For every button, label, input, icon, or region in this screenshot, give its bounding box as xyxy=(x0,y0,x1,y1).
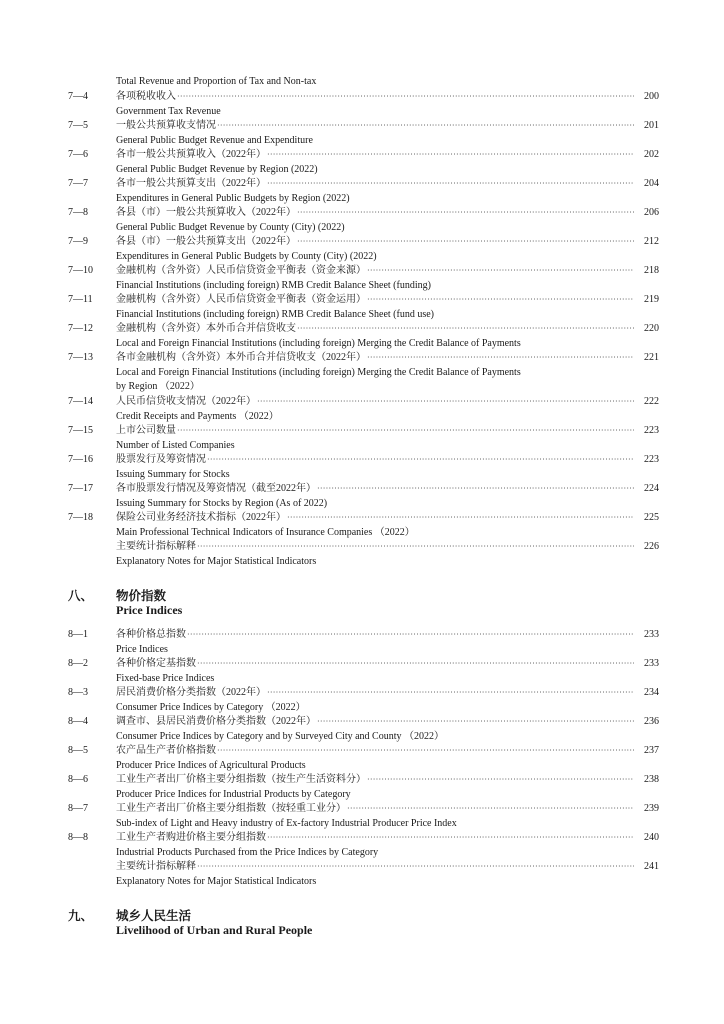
entry-title-zh: 各市一般公共预算收入（2022年） xyxy=(116,149,266,160)
entry-page-number: 233 xyxy=(644,629,659,640)
entry-number: 7—14 xyxy=(68,396,93,407)
entry-title-en xyxy=(116,497,676,512)
section-title-en: Price Indices xyxy=(116,603,183,617)
entry-title-zh: 工业生产者出厂价格主要分组指数（按生产生活资料分） xyxy=(116,774,366,785)
entry-page-number: 201 xyxy=(644,120,659,131)
entry-title-zh: 主要统计指标解释 xyxy=(116,541,196,552)
entry-line xyxy=(116,177,659,192)
entry-title-en xyxy=(116,163,676,178)
entry-title-zh: 各县（市）一般公共预算收入（2022年） xyxy=(116,207,296,218)
entry-line xyxy=(116,540,659,555)
entry-title-en xyxy=(116,875,676,890)
entry-title-en-line: Financial Institutions (including foreign) RMB Credit Balance Sheet (funding) xyxy=(116,279,431,291)
dot-leader xyxy=(217,744,634,759)
section-title-zh: 物价指数 xyxy=(116,589,167,603)
entry-page-number: 233 xyxy=(644,658,659,669)
entry-title-en xyxy=(116,846,676,861)
entry-line xyxy=(116,235,659,250)
entry-title-en xyxy=(116,366,676,395)
entry-number: 7—18 xyxy=(68,512,93,523)
entry-title-en-line: Issuing Summary for Stocks xyxy=(116,468,230,480)
dot-leader xyxy=(287,511,634,526)
entry-title-en xyxy=(116,337,676,352)
entry-title-en-line: Financial Institutions (including foreign) RMB Credit Balance Sheet (fund use) xyxy=(116,308,434,320)
entry-line xyxy=(116,715,659,730)
dot-leader xyxy=(367,293,634,308)
section-number: 八、 xyxy=(68,589,94,603)
entry-line xyxy=(116,293,659,308)
toc-continuation-text: Total Revenue and Proportion of Tax and Non-tax xyxy=(116,76,317,87)
dot-leader xyxy=(367,351,634,366)
entry-page-number: 218 xyxy=(644,265,659,276)
entry-line xyxy=(116,395,659,410)
dot-leader xyxy=(187,628,634,643)
entry-page-number: 238 xyxy=(644,774,659,785)
entry-line xyxy=(116,206,659,221)
dot-leader xyxy=(177,424,634,439)
entry-title-en-line: Number of Listed Companies xyxy=(116,439,235,451)
dot-leader xyxy=(297,235,634,250)
entry-title-en-line: by Region （2022） xyxy=(116,381,200,392)
entry-title-en-line: Credit Receipts and Payments （2022） xyxy=(116,410,279,422)
entry-line xyxy=(116,90,659,105)
entry-number: 8—8 xyxy=(68,832,88,843)
entry-page-number: 226 xyxy=(644,541,659,552)
entry-number: 8—3 xyxy=(68,687,88,698)
entry-page-number: 239 xyxy=(644,803,659,814)
dot-leader xyxy=(267,686,634,701)
dot-leader xyxy=(207,453,634,468)
entry-title-en-line: Explanatory Notes for Major Statistical Indicators xyxy=(116,555,317,567)
entry-title-en xyxy=(116,410,676,425)
entry-page-number: 241 xyxy=(644,861,659,872)
entry-title-zh: 各种价格总指数 xyxy=(116,629,186,640)
entry-title-en xyxy=(116,308,676,323)
entry-title-en-line: Producer Price Indices of Agricultural Products xyxy=(116,759,306,771)
entry-number: 7—17 xyxy=(68,483,93,494)
entry-title-en xyxy=(116,730,676,745)
entry-title-zh: 上市公司数量 xyxy=(116,425,176,436)
entry-title-zh: 主要统计指标解释 xyxy=(116,861,196,872)
entry-title-zh: 各市股票发行情况及筹资情况（截至2022年） xyxy=(116,483,316,494)
entry-title-en xyxy=(116,701,676,716)
entry-line xyxy=(116,424,659,439)
entry-line xyxy=(116,119,659,134)
dot-leader xyxy=(217,119,634,134)
entry-title-zh: 各县（市）一般公共预算支出（2022年） xyxy=(116,236,296,247)
entry-title-en xyxy=(116,221,676,236)
entry-title-en xyxy=(116,279,676,294)
entry-line xyxy=(116,482,659,497)
entry-page-number: 206 xyxy=(644,207,659,218)
entry-number: 7—11 xyxy=(68,294,93,305)
entry-title-en xyxy=(116,526,676,541)
entry-title-zh: 工业生产者购进价格主要分组指数 xyxy=(116,832,266,843)
entry-title-en-line: Government Tax Revenue xyxy=(116,105,221,117)
dot-leader xyxy=(317,715,634,730)
entry-page-number: 221 xyxy=(644,352,659,363)
entry-number: 8—7 xyxy=(68,803,88,814)
entry-title-en-line: Expenditures in General Public Budgets by County (City) (2022) xyxy=(116,250,377,262)
entry-line xyxy=(116,657,659,672)
entry-title-en xyxy=(116,817,676,832)
entry-title-en-line: Producer Price Indices for Industrial Products by Category xyxy=(116,788,351,800)
entry-title-zh: 调查市、县居民消费价格分类指数（2022年） xyxy=(116,716,316,727)
entry-number: 7—8 xyxy=(68,207,88,218)
entry-line xyxy=(116,773,659,788)
entry-page-number: 236 xyxy=(644,716,659,727)
entry-title-en-line: Consumer Price Indices by Category （2022） xyxy=(116,701,306,713)
entry-title-zh: 保险公司业务经济技术指标（2022年） xyxy=(116,512,286,523)
entry-number: 7—15 xyxy=(68,425,93,436)
entry-title-zh: 股票发行及筹资情况 xyxy=(116,454,206,465)
section-title-zh: 城乡人民生活 xyxy=(116,909,192,923)
entry-title-zh: 金融机构（含外资）人民币信贷资金平衡表（资金来源） xyxy=(116,265,366,276)
entry-line xyxy=(116,351,659,366)
entry-number: 7—12 xyxy=(68,323,93,334)
entry-number: 7—4 xyxy=(68,91,88,102)
entry-title-en-line: General Public Budget Revenue by Region (2022) xyxy=(116,163,318,175)
entry-page-number: 237 xyxy=(644,745,659,756)
entry-title-zh: 各市金融机构（含外资）本外币合并信贷收支（2022年） xyxy=(116,352,366,363)
entry-line xyxy=(116,802,659,817)
entry-line xyxy=(116,686,659,701)
entry-page-number: 224 xyxy=(644,483,659,494)
entry-title-en-line: Fixed-base Price Indices xyxy=(116,672,215,684)
entry-line xyxy=(116,453,659,468)
entry-line xyxy=(116,831,659,846)
entry-number: 7—13 xyxy=(68,352,93,363)
entry-title-en-line: Explanatory Notes for Major Statistical Indicators xyxy=(116,875,317,887)
entry-title-en-line: Local and Foreign Financial Institutions (including foreign) Merging the Credit Balance of Payments xyxy=(116,337,521,349)
dot-leader xyxy=(317,482,634,497)
entry-number: 7—16 xyxy=(68,454,93,465)
entry-line xyxy=(116,511,659,526)
entry-title-en-line: Consumer Price Indices by Category and by Surveyed City and County （2022） xyxy=(116,730,445,742)
entry-line xyxy=(116,744,659,759)
dot-leader xyxy=(367,264,634,279)
entry-title-zh: 工业生产者出厂价格主要分组指数（按轻重工业分） xyxy=(116,803,346,814)
entry-page-number: 222 xyxy=(644,396,659,407)
entry-line xyxy=(116,628,659,643)
dot-leader xyxy=(267,831,634,846)
entry-title-en-line: Expenditures in General Public Budgets by Region (2022) xyxy=(116,192,350,204)
entry-title-en-line: Industrial Products Purchased from the Price Indices by Category xyxy=(116,846,379,858)
entry-title-en-line: General Public Budget Revenue and Expenditure xyxy=(116,134,313,146)
entry-number: 7—9 xyxy=(68,236,88,247)
entry-line xyxy=(116,860,659,875)
entry-title-zh: 各项税收收入 xyxy=(116,91,176,102)
entry-title-zh: 各市一般公共预算支出（2022年） xyxy=(116,178,266,189)
entry-title-en-line: Price Indices xyxy=(116,643,168,655)
entry-title-en xyxy=(116,439,676,454)
entry-title-en-line: General Public Budget Revenue by County (City) (2022) xyxy=(116,221,345,233)
dot-leader xyxy=(297,322,634,337)
entry-line xyxy=(116,148,659,163)
entry-title-zh: 金融机构（含外资）本外币合并信贷收支 xyxy=(116,323,296,334)
entry-number: 8—6 xyxy=(68,774,88,785)
entry-number: 7—5 xyxy=(68,120,88,131)
entry-page-number: 240 xyxy=(644,832,659,843)
entry-title-zh: 农产品生产者价格指数 xyxy=(116,745,216,756)
entry-number: 7—6 xyxy=(68,149,88,160)
entry-title-en-line: Issuing Summary for Stocks by Region (As of 2022) xyxy=(116,497,328,509)
dot-leader xyxy=(367,773,634,788)
entry-page-number: 223 xyxy=(644,425,659,436)
entry-title-en xyxy=(116,759,676,774)
entry-page-number: 202 xyxy=(644,149,659,160)
entry-page-number: 225 xyxy=(644,512,659,523)
entry-title-zh: 居民消费价格分类指数（2022年） xyxy=(116,687,266,698)
dot-leader xyxy=(257,395,634,410)
entry-page-number: 234 xyxy=(644,687,659,698)
entry-page-number: 219 xyxy=(644,294,659,305)
entry-title-en xyxy=(116,555,676,570)
entry-line xyxy=(116,322,659,337)
dot-leader xyxy=(267,177,634,192)
section-number: 九、 xyxy=(68,909,94,923)
dot-leader xyxy=(197,657,634,672)
dot-leader xyxy=(267,148,634,163)
entry-title-zh: 一般公共预算收支情况 xyxy=(116,120,216,131)
entry-page-number: 204 xyxy=(644,178,659,189)
entry-number: 8—1 xyxy=(68,629,88,640)
entry-title-en xyxy=(116,468,676,483)
entry-title-en-line: Local and Foreign Financial Institutions (including foreign) Merging the Credit Balance of Payments xyxy=(116,366,521,378)
entry-number: 7—7 xyxy=(68,178,88,189)
dot-leader xyxy=(347,802,634,817)
entry-page-number: 200 xyxy=(644,91,659,102)
entry-title-en xyxy=(116,788,676,803)
entry-title-zh: 人民币信贷收支情况（2022年） xyxy=(116,396,256,407)
entry-title-en xyxy=(116,250,676,265)
entry-page-number: 212 xyxy=(644,236,659,247)
dot-leader xyxy=(297,206,634,221)
entry-title-en xyxy=(116,643,676,658)
entry-title-en xyxy=(116,672,676,687)
entry-title-en xyxy=(116,105,676,120)
entry-title-en xyxy=(116,192,676,207)
dot-leader xyxy=(197,860,634,875)
entry-number: 8—5 xyxy=(68,745,88,756)
dot-leader xyxy=(197,540,634,555)
entry-number: 7—10 xyxy=(68,265,93,276)
entry-title-zh: 各种价格定基指数 xyxy=(116,658,196,669)
dot-leader xyxy=(177,90,634,105)
entry-title-en-line: Sub-index of Light and Heavy industry of Ex-factory Industrial Producer Price Index xyxy=(116,817,457,829)
entry-number: 8—2 xyxy=(68,658,88,669)
entry-title-zh: 金融机构（含外资）人民币信贷资金平衡表（资金运用） xyxy=(116,294,366,305)
entry-title-en xyxy=(116,134,676,149)
entry-line xyxy=(116,264,659,279)
entry-title-en-line: Main Professional Technical Indicators of Insurance Companies （2022） xyxy=(116,526,415,538)
entry-page-number: 223 xyxy=(644,454,659,465)
entry-number: 8—4 xyxy=(68,716,88,727)
section-title-en: Livelihood of Urban and Rural People xyxy=(116,923,313,937)
entry-page-number: 220 xyxy=(644,323,659,334)
